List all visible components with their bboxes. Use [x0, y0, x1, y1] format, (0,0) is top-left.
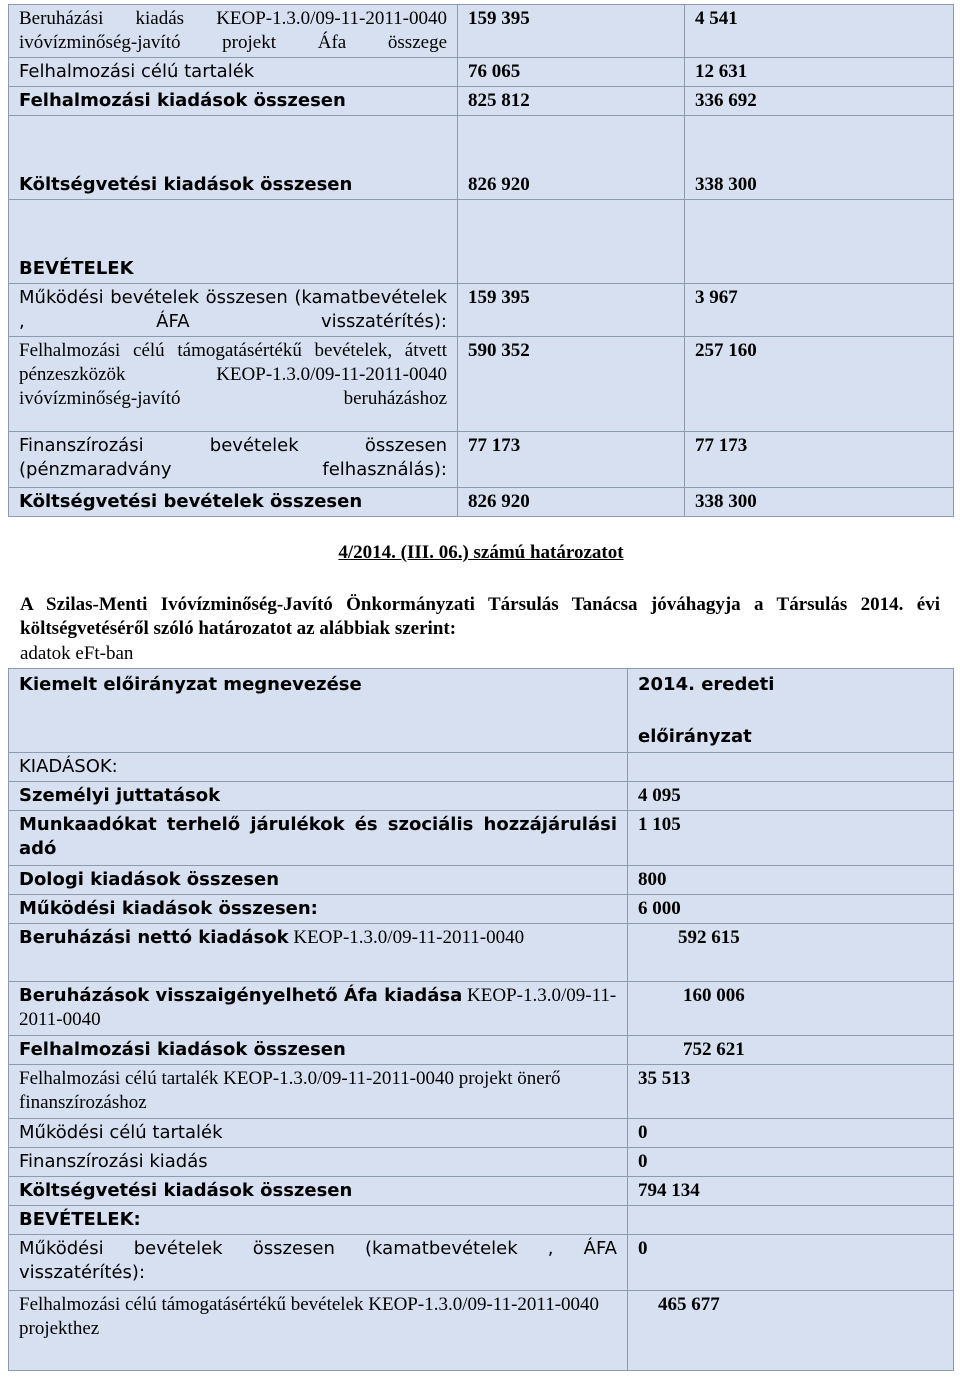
value-col-2: 338 300	[685, 488, 954, 517]
row-label: Személyi juttatások	[9, 782, 628, 811]
table-row	[9, 87, 954, 116]
resolution-text: A Szilas-Menti Ivóvízminőség-Javító Önkormányzati Társulás Tanácsa jóváhagyja a Társulás 2014. évi költségvetéséről szóló határozatot az alábbiak szerint:	[20, 594, 940, 639]
table-row	[9, 58, 954, 87]
value-col-1: 826 920	[458, 488, 685, 517]
value-col-2: 3 967	[685, 284, 954, 337]
table-row	[9, 1065, 954, 1119]
header-value	[628, 669, 954, 753]
row-value: 35 513	[628, 1065, 954, 1119]
value-col-1: 159 395	[458, 284, 685, 337]
row-value: 752 621	[628, 1036, 954, 1065]
table-row	[9, 200, 954, 284]
row-value: 4 095	[628, 782, 954, 811]
row-label: Felhalmozási kiadások összesen	[9, 1036, 628, 1065]
table-row	[9, 1148, 954, 1177]
row-label: Felhalmozási célú tartalék KEOP-1.3.0/09-11-2011-0040 projekt önerő finanszírozáshoz	[9, 1065, 628, 1119]
value-col-1: 76 065	[458, 58, 685, 87]
value-col-1	[458, 200, 685, 284]
row-label	[9, 924, 628, 982]
row-value	[628, 753, 954, 782]
table-row	[9, 488, 954, 517]
row-label: Működési kiadások összesen:	[9, 895, 628, 924]
table-row	[9, 924, 954, 982]
value-col-1: 77 173	[458, 432, 685, 488]
table-row	[9, 116, 954, 200]
resolution-number: 4/2014. (III. 06.) számú határozatot	[338, 542, 624, 563]
row-label-rest: KEOP-1.3.0/09-11-2011-0040	[19, 985, 617, 1030]
table-row	[9, 782, 954, 811]
value-col-2: 12 631	[685, 58, 954, 87]
value-col-1: 826 920	[458, 116, 685, 200]
row-label: Beruházási kiadás KEOP-1.3.0/09-11-2011-0040 ivóvízminőség-javító projekt Áfa összege	[9, 5, 458, 58]
row-label-bold: Beruházási nettó kiadások	[19, 927, 289, 948]
row-value: 0	[628, 1148, 954, 1177]
row-value: 465 677	[628, 1291, 954, 1371]
table-row	[9, 5, 954, 58]
row-label: Működési bevételek összesen (kamatbevételek , ÁFA visszatérítés):	[9, 1235, 628, 1291]
section-heading: BEVÉTELEK:	[9, 1206, 628, 1235]
row-value: 160 006	[628, 982, 954, 1036]
row-value: 6 000	[628, 895, 954, 924]
table-row	[9, 1036, 954, 1065]
row-value: 794 134	[628, 1177, 954, 1206]
row-value: 0	[628, 1235, 954, 1291]
row-label: Működési célú tartalék	[9, 1119, 628, 1148]
row-value	[628, 1206, 954, 1235]
row-label: Felhalmozási célú tartalék	[9, 58, 458, 87]
row-label: Munkaadókat terhelő járulékok és szociális hozzájárulási adó	[9, 811, 628, 866]
row-label-rest: KEOP-1.3.0/09-11-2011-0040	[288, 927, 525, 948]
table-row	[9, 1119, 954, 1148]
section-heading: KIADÁSOK:	[9, 753, 628, 782]
header-label: Kiemelt előirányzat megnevezése	[9, 669, 628, 753]
row-label: Költségvetési kiadások összesen	[9, 1177, 628, 1206]
value-col-2: 77 173	[685, 432, 954, 488]
section-heading: BEVÉTELEK	[9, 200, 458, 284]
row-value: 1 105	[628, 811, 954, 866]
value-col-2: 338 300	[685, 116, 954, 200]
table-row	[9, 866, 954, 895]
value-col-1: 590 352	[458, 337, 685, 432]
row-label: Finanszírozási bevételek összesen (pénzmaradvány felhasználás):	[9, 432, 458, 488]
table-row	[9, 337, 954, 432]
table-row	[9, 669, 954, 753]
row-label: Felhalmozási célú támogatásértékű bevételek, átvett pénzeszközök KEOP-1.3.0/09-11-2011-0040 ivóvízminőség-javító beruházáshoz	[9, 337, 458, 432]
row-label-bold: Beruházások visszaigényelhető Áfa kiadása	[19, 985, 463, 1006]
budget-table-1	[8, 4, 954, 517]
table-row	[9, 753, 954, 782]
row-label: Felhalmozási célú támogatásértékű bevételek KEOP-1.3.0/09-11-2011-0040 projekthez	[9, 1291, 628, 1371]
table-row	[9, 432, 954, 488]
table-row	[9, 982, 954, 1036]
value-col-2	[685, 200, 954, 284]
table-row	[9, 1235, 954, 1291]
row-label: Felhalmozási kiadások összesen	[9, 87, 458, 116]
value-col-1: 159 395	[458, 5, 685, 58]
row-label	[9, 982, 628, 1036]
table-row	[9, 1291, 954, 1371]
table-row	[9, 1206, 954, 1235]
row-label: Finanszírozási kiadás	[9, 1148, 628, 1177]
value-col-2: 4 541	[685, 5, 954, 58]
row-label: Költségvetési bevételek összesen	[9, 488, 458, 517]
header-value-line-1: 2014. eredeti	[638, 674, 775, 695]
header-value-line-2: előirányzat	[638, 726, 752, 747]
row-label: Dologi kiadások összesen	[9, 866, 628, 895]
table-row	[9, 1177, 954, 1206]
value-col-2: 336 692	[685, 87, 954, 116]
row-label: Költségvetési kiadások összesen	[9, 116, 458, 200]
table-row	[9, 895, 954, 924]
row-value: 0	[628, 1119, 954, 1148]
table-row	[9, 284, 954, 337]
value-col-1: 825 812	[458, 87, 685, 116]
row-label: Működési bevételek összesen (kamatbevételek , ÁFA visszatérítés):	[9, 284, 458, 337]
row-value: 592 615	[628, 924, 954, 982]
table-row	[9, 811, 954, 866]
value-col-2: 257 160	[685, 337, 954, 432]
budget-table-2	[8, 668, 954, 1371]
row-value: 800	[628, 866, 954, 895]
unit-note: adatok eFt-ban	[20, 643, 134, 664]
